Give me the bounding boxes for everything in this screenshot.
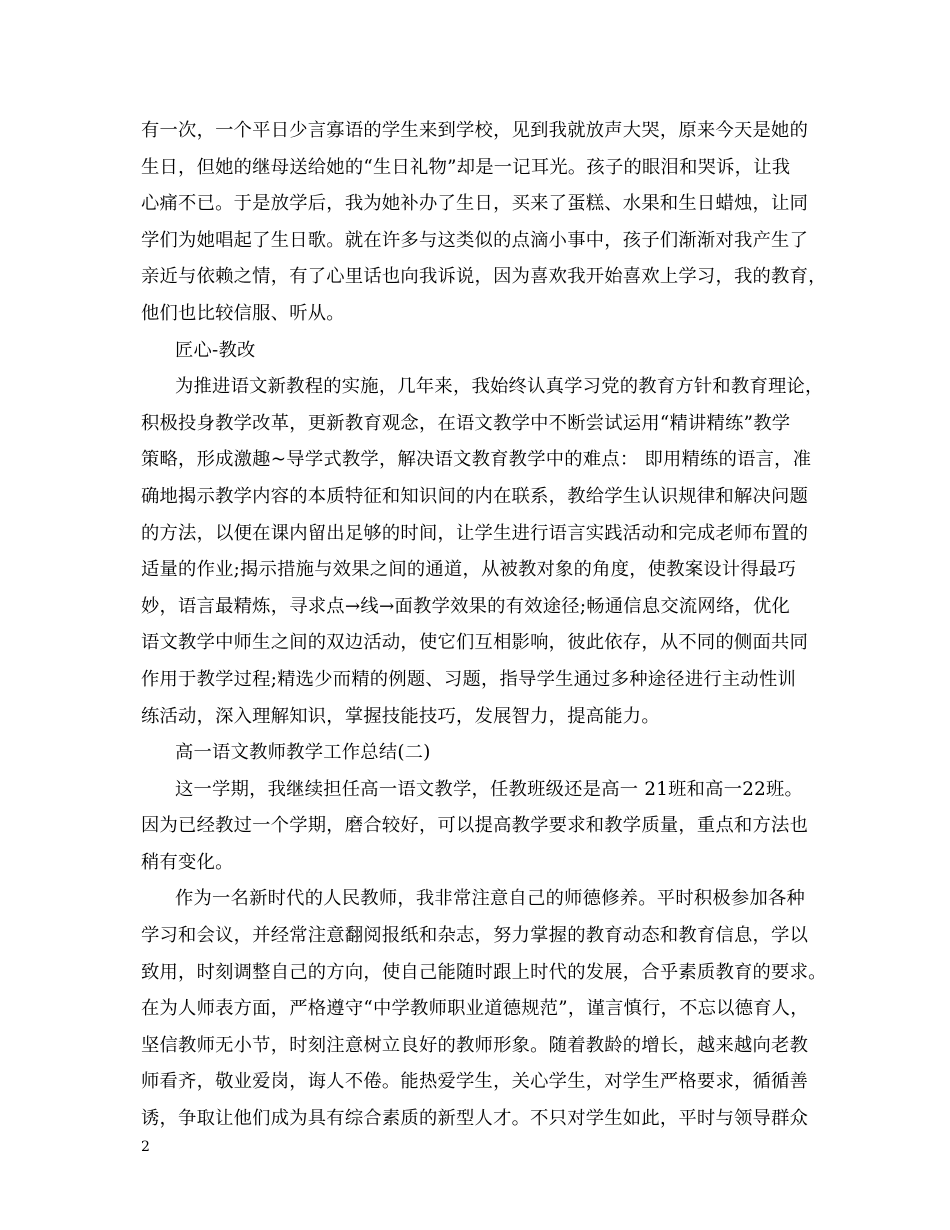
text-line: 有一次，一个平日少言寡语的学生来到学校，见到我就放声大哭，原来今天是她的 (141, 120, 809, 141)
text-line: 在为人师表方面，严格遵守“中学教师职业道德规范”，谨言慎行，不忘以德育人， (141, 998, 809, 1020)
text-line: 稍有变化。 (141, 851, 234, 873)
text-line: 妙，语言最精炼，寻求点→线→面教学效果的有效途径;畅通信息交流网络，优化 (141, 595, 791, 617)
text-line: 作为一名新时代的人民教师，我非常注意自己的师德修养。平时积极参加各种 (175, 888, 806, 910)
text-line: 学们为她唱起了生日歌。就在许多与这类似的点滴小事中，孩子们渐渐对我产生了 (141, 229, 809, 251)
text-line: 练活动，深入理解知识，掌握技能技巧，发展智力，提高能力。 (141, 705, 660, 727)
page-number: 2 (141, 1139, 150, 1155)
text-line: 心痛不已。于是放学后，我为她补办了生日，买来了蛋糕、水果和生日蜡烛，让同 (141, 193, 809, 215)
text-line: 确地揭示教学内容的本质特征和知识间的内在联系，教给学生认识规律和解决问题 (141, 485, 809, 507)
text-line: 积极投身教学改革，更新教育观念，在语文教学中不断尝试运用“精讲精练”教学 (141, 412, 791, 434)
text-line: 致用，时刻调整自己的方向，使自己能随时跟上时代的发展，合乎素质教育的要求。 (141, 961, 827, 983)
text-line: 学习和会议，并经常注意翻阅报纸和杂志，努力掌握的教育动态和教育信息，学以 (141, 925, 809, 947)
text-line: 因为已经教过一个学期，磨合较好，可以提高教学要求和教学质量，重点和方法也 (141, 815, 809, 837)
text-line: 的方法，以便在课内留出足够的时间，让学生进行语言实践活动和完成老师布置的 (141, 522, 809, 544)
text-line: 亲近与依赖之情，有了心里话也向我诉说，因为喜欢我开始喜欢上学习，我的教育， (141, 266, 827, 288)
text-line: 诱，争取让他们成为具有综合素质的新型人才。不只对学生如此，平时与领导群众 (141, 1108, 809, 1130)
text-line: 语文教学中师生之间的双边活动，使它们互相影响，彼此依存，从不同的侧面共同 (141, 632, 809, 654)
text-line: 他们也比较信服、听从。 (141, 302, 345, 324)
text-line: 坚信教师无小节，时刻注意树立良好的教师形象。随着教龄的增长，越来越向老教 (141, 1034, 809, 1056)
text-line: 师看齐，敬业爱岗，诲人不倦。能热爱学生，关心学生，对学生严格要求，循循善 (141, 1071, 809, 1093)
text-line: 作用于教学过程;精选少而精的例题、习题，指导学生通过多种途径进行主动性训 (141, 668, 797, 690)
body-text (141, 113, 827, 1138)
text-line: 匠心-教改 (175, 339, 256, 361)
text-line: 为推进语文新教程的实施，几年来，我始终认真学习党的教育方针和教育理论， (175, 376, 824, 398)
text-line: 高一语文教师教学工作总结(二) (175, 742, 431, 764)
text-line: 适量的作业;揭示措施与效果之间的通道，从被教对象的角度，使教案设计得最巧 (141, 559, 797, 581)
text-line: 生日，但她的继母送给她的“生日礼物”却是一记耳光。孩子的眼泪和哭诉，让我 (141, 156, 791, 178)
text-line: 策略，形成激趣~导学式教学，解决语文教育教学中的难点： 即用精练的语言，准 (141, 449, 812, 471)
text-line: 这一学期，我继续担任高一语文教学，任教班级还是高一 21班和高一22班。 (175, 778, 804, 800)
